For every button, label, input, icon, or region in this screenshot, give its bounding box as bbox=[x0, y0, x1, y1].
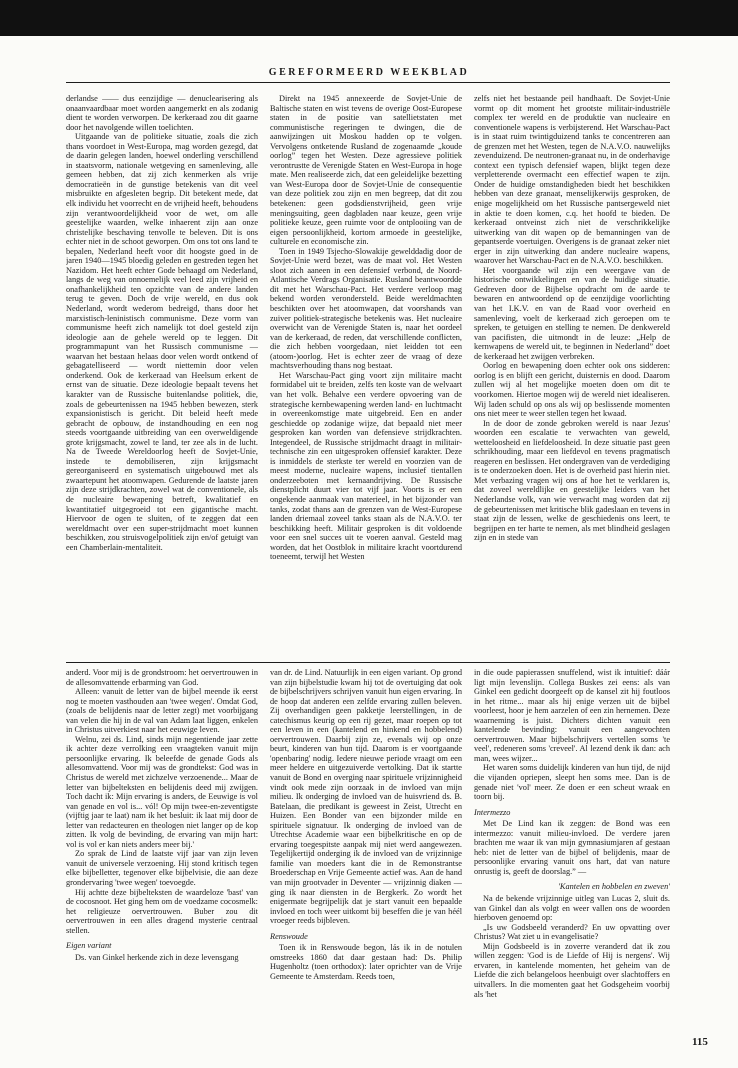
subheading: Intermezzo bbox=[474, 807, 511, 817]
bottom-column-3 bbox=[474, 668, 670, 1030]
paragraph: Alleen: vanuit de letter van de bijbel meende ik eerst nog te moeten vasthouden aan 'twee wegen'. Omdat God, (zoals de belijdenis naar de letter zegt) met voorbijgang van velen die hij in de val van Adam laat liggen, enkelen in Christus uitverkiest naar het eeuwige leven. bbox=[66, 687, 258, 735]
page-header: GEREFORMEERD WEEKBLAD bbox=[268, 67, 470, 78]
paragraph: zelfs niet het bestaande peil handhaaft. De Sovjet-Unie vormt op dit moment het grootste militair-industriële complex ter wereld en de produktie van nucleaire en conventionele wapens is verbijsterend. Het Warschau-Pact is in staat ruim twintigduizend tanks te concentreren aan de grenzen met het Westen, tegen de N.A.V.O. nauwelijks zevenduizend. De neutronen-granaat nu, in de onderhavige context een typisch defensief wapen, blijkt tegen deze verpletterende overmacht een effectief wapen te zijn. Onder de huidige omstandigheden biedt het beschikken hebben van deze granaat, menselijkerwijs gesproken, de enige mogelijkheid om het Russische pantsergeweld niet in aktie te doen komen, c.q. het hoofd te bieden. De kerkeraad ontveinst zich niet de verschrikkelijke uitwerking van dit wapen op de bemanningen van de gepantserde voertuigen. Overigens is de granaat zeker niet erger in zijn uitwerking dan andere nucleaire wapens, waarover het Warschau-Pact en de N.A.V.O. beschikken. bbox=[474, 94, 670, 266]
paragraph: Mijn Godsbeeld is in zoverre veranderd dat ik zou willen zeggen: 'God is de Liefde of Hij is nergens'. Wij ervaren, in kantelende momenten, het geheim van de Liefde die zich belangeloos heenbuigt over slachtoffers en uitvallers. In die momenten gaat het Godsgeheim voorbij als 'het bbox=[474, 941, 670, 999]
paragraph: In de door de zonde gebroken wereld is naar Jezus' woorden een escalatie te verwachten van geweld, wetteloosheid en liefdeloosheid. In deze situatie past geen schrikhouding, maar een liefdevol en tevens pragmatisch reageren en beslissen. Het ondergraven van de verdediging is te onderzoeken doen. Het is de overheid past hierin niet. Met verbazing vragen wij ons af hoe het te verklaren is, dat zoveel wereldlijke en geestelijke leiders van het Nederlandse volk, van wie verwacht mag worden dat zij de gebeurtenissen met kritische blik gadeslaan en tevens in staat zijn de lessen, welke de geschiedenis ons leert, te begrijpen en ter harte te nemen, als met blindheid geslagen zijn en in stede van bbox=[474, 418, 670, 543]
paragraph: Welnu, zei ds. Lind, sinds mijn negentiende jaar zette ik achter deze verrolking een vraagteken vanuit mijn persoonlijke ervaring. Ik beleefde de genade Gods als allesomvattend. Voor mij was de grondtekst: God was in Christus de wereld met zichzelve verzoenende... Maar de letter van bijbelteksten en belijdenis deed mij zwijgen. Toch dacht ik: Mijn ervaring is anders, de Eeuwige is vol van genade en vol is... vól! Op mijn twee-en-zeventigste (vijftig jaar te laat) nam ik het besluit: ik laat mij door de letter van redacteuren en theologen niet langer op de kop zitten. Ik volg de bevinding, de ervaring van mijn hart: vol is vol er kan niets anders meer bij.' bbox=[66, 734, 258, 849]
paragraph: Direkt na 1945 annexeerde de Sovjet-Unie de Baltische staten en wist tevens de overige Oost-Europese staten in de positie van satellietstaten met communistische regeringen te dwingen, die de aanwijzingen uit Moskou hadden op te volgen. Vervolgens ontketende Rusland de zogenaamde „koude oorlog” tegen het Westen. Deze agressieve politiek verontrustte de Verenigde Staten en West-Europa in hoge mate. Men realiseerde zich, dat een geleidelijke bezetting van West-Europa door de Sovjet-Unie de consequentie van deze politiek zou zijn en men begreep, dat dit zou betekenen: geen godsdienstvrijheid, geen vrije meningsuiting, geen dagbladen naar keuze, geen vrije politieke keuze, geen ruimte voor de ontplooiing van de eigen persoonlijkheid, kortom armoede in geestelijke, culturele en economische zin. bbox=[270, 94, 462, 247]
paragraph: Oorlog en bewapening doen echter ook ons sidderen: oorlog is en blijft een gericht, duisternis en dood. Daarom zullen wij al het mogelijke moeten doen om dit te voorkomen. Hiertoe mogen wij de wereld niet idealiseren. Wij laden schuld op ons als wij op beslissende momenten ons niet meer te weer stellen tegen het kwaad. bbox=[474, 361, 670, 419]
paragraph: Uitgaande van de politieke situatie, zoals die zich thans voordoet in West-Europa, mag worden gezegd, dat de daarin gelegen landen, hoewel onderling verschillend in staatsvorm, nationale wetgeving en samenleving, alle gemeen hebben, dat zij zich kenmerken als vrije democratieën in de gunstige betekenis van dit veel misbruikte en afgesleten begrip. Dit betekent mede, dat elk individu het voorrecht en de vrijheid heeft, behoudens zijn verantwoordelijkheid voor de wet, om alle geestelijke waarden, welke inhaerent zijn aan onze christelijke beschaving tenvolle te beleven. Dit is ons echter niet in de schoot geworpen. Om ons tot ons land te bepalen, Nederland heeft voor dit hoogste goed in de jaren 1940—1945 bloedig geleden en gestreden tegen het Nazidom. Het heeft echter Gode behaagd om Nederland, langs de weg van onnoemelijk veel leed zijn vrijheid en onafhankelijkheid ten opzichte van de andere landen terug te geven. Doch de vrije wereld, en dus ook Nederland, wordt wederom bedreigd, thans door het marxistisch-leninistisch communisme. Deze vorm van communisme heeft zich namelijk tot doel gesteld zijn ideologie aan de gehele wereld op te leggen. Dit programmapunt van het Russisch communisme — waarvan het bestaan helaas door velen wordt ontkend of gebagatelliseerd — wordt niettemin door velen onderkend. Ook de kerkeraad van Heelsum erkent de ernst van de situatie. Deze ideologie bepaalt tevens het karakter van de Russische buitenlandse politiek, die, zoals de gebeurtenissen na 1945 hebben bewezen, sterk expansionistisch is gericht. Dit beleid heeft mede gebracht de opbouw, de instandhouding en een nog steeds voortgaande uitbreiding van een overweldigende grote krijgsmacht, zowel te land, ter zee als in de lucht. Na de Tweede Wereldoorlog heeft de Sovjet-Unie, instede te demobiliseren, zijn krijgsmacht gereorganiseerd en systematisch uitgebouwd met als zwaartepunt het atoomwapen. Gedurende de laatste jaren zijn deze strijdkrachten, zowel wat de conventionele, als de nucleaire bewapening betreft, kwalitatief en kwantitatief uitgegroeid tot een gigantische macht. Hiervoor de ogen te sluiten, of te zeggen dat een wereldmacht over een super-strijdmacht moet kunnen beschikken, zou struisvogelpolitiek zijn en/of getuigt van een Chamberlain-mentaliteit. bbox=[66, 132, 258, 552]
top-column-3 bbox=[474, 94, 670, 657]
paragraph: in die oude papierassen snuffelend, wist ik intuïtief: dáár ligt mijn levenslijn. Collega Buskes zei eens: als van Ginkel een gedicht doorgeeft op de kansel zit hij foutloos in het ritme... maar als hij enige verzen uit de bijbel voorleest, hoor je hem aarzelen of een zin hernemen. Deze waarneming is juist. Dichters dichten vanuit een kantelende bevinding: vanuit een aangevochten oervertrouwen. Maar bijbelschrijvers vertellen soms 'te veel', redeneren soms 'creveel'. Al lezend denk ik dan: ach man, wees wijzer... bbox=[474, 668, 670, 763]
header-rule bbox=[66, 82, 670, 83]
top-black-band bbox=[0, 0, 738, 36]
top-column-2 bbox=[270, 94, 462, 657]
paragraph: van dr. de Lind. Natuurlijk in een eigen variant. Op grond van zijn bijbelstudie kwam hij tot de overtuiging dat ook de bijbelschrijvers schrijven vanuit hun eigen ervaring. In de hoop dat anderen een zelfde ervaring zullen beleven. Zij overhandigen geen pakketje leerstellingen, in de catechismus keurig op een rij gezet, maar roepen op tot een leven in een (kantelend en hinkend en hobbelend) oervertrouwen. Daarbij zijn ze, evenals wij op onze beurt, kinderen van hun tijd. Daarom is er voortgaande 'openbaring' nodig. Iedere nieuwe periode vraagt om een meer heldere en uitgezuiverde vertolking. Dat ik startte vanuit de Bond en overging naar spirituele vrijzinnigheid vindt ook mede zijn oorzaak in de invloed van mijn milieu. Ik onderging de invloed van de huisvriend ds. B. Batelaan, die predikant is geweest in Zeist, Utrecht en Huizen. Een Bonder van een bijzonder milde en spirituele signatuur. Ik onderging de invloed van de Utrechtse Academie waar een bijbelkritische en op de ervaring toegespitste aanpak mij niet werd aangewezen. Tegelijkertijd onderging ik de invloed van de vrijzinnige familie van moeders kant die in de Remonstrantse Broederschap en Vrije Gemeente actief was. Aan de hand van mijn grootvader in Deventer — vrijzinnig diaken — ging ik naar diensten in de Bergkerk. Zo wordt het enigermate begrijpelijk dat je start vanuit een bepaalde invloed en toch weer uitkomt bij beseffen die je van héél vroeger reeds bijbleven. bbox=[270, 668, 462, 926]
subheading: Eigen variant bbox=[66, 941, 112, 951]
bottom-column-2 bbox=[270, 668, 462, 1038]
paragraph: Met De Lind kan ik zeggen: de Bond was een intermezzo: vanuit milieu-invloed. De verdere jaren brachten me waar ik van mijn gymnasiumjaren af gestaan heb: niet de letter van de bijbel of belijdenis, maar de persoonlijke ervaring vanuit ons hart, dat van nature onrustig is, geeft de doorslag.” — bbox=[474, 819, 670, 876]
paragraph: derlandse —— dus eenzijdige — denuclearisering als onaanvaardbaar moet worden aangemerkt en als zodanig dient te worden verworpen. De kerkeraad zou dit gaarne door het navolgende willen toelichten. bbox=[66, 94, 258, 132]
paragraph: Ds. van Ginkel herkende zich in deze levensgang bbox=[75, 952, 239, 962]
paragraph: Toen ik in Renswoude begon, lás ik in de notulen omstreeks 1860 dat daar gestaan had: Ds. Philip Hugenholtz (toen orthodox): later oprichter van de Vrije Gemeente te Amsterdam. Reeds toen, bbox=[270, 943, 462, 981]
subheading: Renswoude bbox=[270, 931, 308, 941]
subheading: 'Kantelen en hobbelen en zweven' bbox=[558, 882, 670, 892]
paragraph: Toen in 1949 Tsjecho-Slowakije gewelddadig door de Sovjet-Unie werd bezet, was de maat vol. Het Westen sloot zich aaneen in een defensief verbond, de Noord-Atlantische Verdrags Organisatie. Rusland beantwoordde dit met het Warschau-Pact. Het verdere verloop mag bekend worden verondersteld. Beide wereldmachten beschikten over het atoomwapen, dat voorshands van zuiver politiek-strategische betekenis was. Het nucleaire overwicht van de Verenigde Staten is, naar het oordeel van de kerkeraad, de reden, dat verschillende conflicten, die zich hebben voorgedaan, niet leidden tot een (atoom-)oorlog. Het is echter zeer de vraag of deze machtsverhouding thans nog bestaat. bbox=[270, 246, 462, 371]
paragraph: „Is uw Godsbeeld veranderd? En uw opvatting over Christus? Wat ziet u in evangelisatie? bbox=[474, 922, 670, 942]
bottom-column-1 bbox=[66, 668, 258, 1038]
paragraph: Na de bekende vrijzinnige uitleg van Lucas 2, sluit ds. van Ginkel dan als volgt en weer vallen ons de woorden hierboven genoemd op: bbox=[474, 894, 670, 923]
paragraph: Zo sprak de Lind de laatste vijf jaar van zijn leven vanuit de universele verzoening. Hij stond kritisch tegen elke bijbelletter, tegenover elke bijbelvisie, die aan deze grondervaring 'twee wegen' toevoegde. bbox=[66, 849, 258, 888]
paragraph: anderd. Voor mij is de grondstroom: het oervertrouwen in de allesomvattende erbarming van God. bbox=[66, 668, 258, 687]
page-number: 115 bbox=[692, 1036, 708, 1048]
paragraph: Het voorgaande wil zijn een weergave van de historische ontwikkelingen en van de huidige situatie. Gedreven door de Bijbelse opdracht om de aarde te bewaren en antwoordend op de eenzijdige voorlichting van het I.K.V. en van de Raad voor overheid en samenleving, voelt de kerkeraad zich geroepen om te spreken, te getuigen en stelling te nemen. De denkwereld van pacifisten, die uitmondt in de leuze: „Help de kernwapens de wereld uit, te beginnen in Nederland” doet de kerkeraad het zwijgen verbreken. bbox=[474, 265, 670, 361]
paragraph: Hij achtte deze bijbelteksten de waardeloze 'bast' van de cocosnoot. Het ging hem om de voedzame cocosmelk: het religieuze oervertrouwen. Buber zou dit oervertrouwen in een alles dragend mysterie centraal stellen. bbox=[66, 887, 258, 935]
section-divider bbox=[66, 662, 670, 663]
paragraph: Het waren soms duidelijk kinderen van hun tijd, de nijd die vijanden opriepen, sleept hen soms mee. Dan is de genade niet 'vol' meer. Ze doen er een scheut wraak en toorn bij. bbox=[474, 763, 670, 802]
top-column-1 bbox=[66, 94, 258, 657]
paragraph: Het Warschau-Pact ging voort zijn militaire macht formidabel uit te breiden, zelfs ten koste van de welvaart van het volk. Behalve een verdere opvoering van de strategische kernbewapening werden land- en luchtmacht in overeenkomstige mate uitgebreid. Een en ander geschiedde op zodanige wijze, dat bepaald niet meer gesproken kan worden van defensieve strijdkrachten. Integendeel, de Russische strijdmacht draagt in militair-technische zin een uitgesproken offensief karakter. Deze is inmiddels de sterkste ter wereld en voorzien van de meest moderne, nucleaire wapens, inclusief tientallen onderzeeboten met kernaandrijving. De Russische dienstplicht duurt vier tot vijf jaar. Voorts is er een ongekende aanmaak van materieel, in het bijzonder van tanks, zodat thans aan de grenzen van de West-Europese landen driemaal zoveel tanks staan als de N.A.V.O. ter beschikking heeft. Militair gesproken is dit voldoende voor een snel succes uit te voeren aanval. Gesteld mag worden, dat het Oostblok in militaire kracht voortdurend toeneemt, terwijl het Westen bbox=[270, 370, 462, 562]
